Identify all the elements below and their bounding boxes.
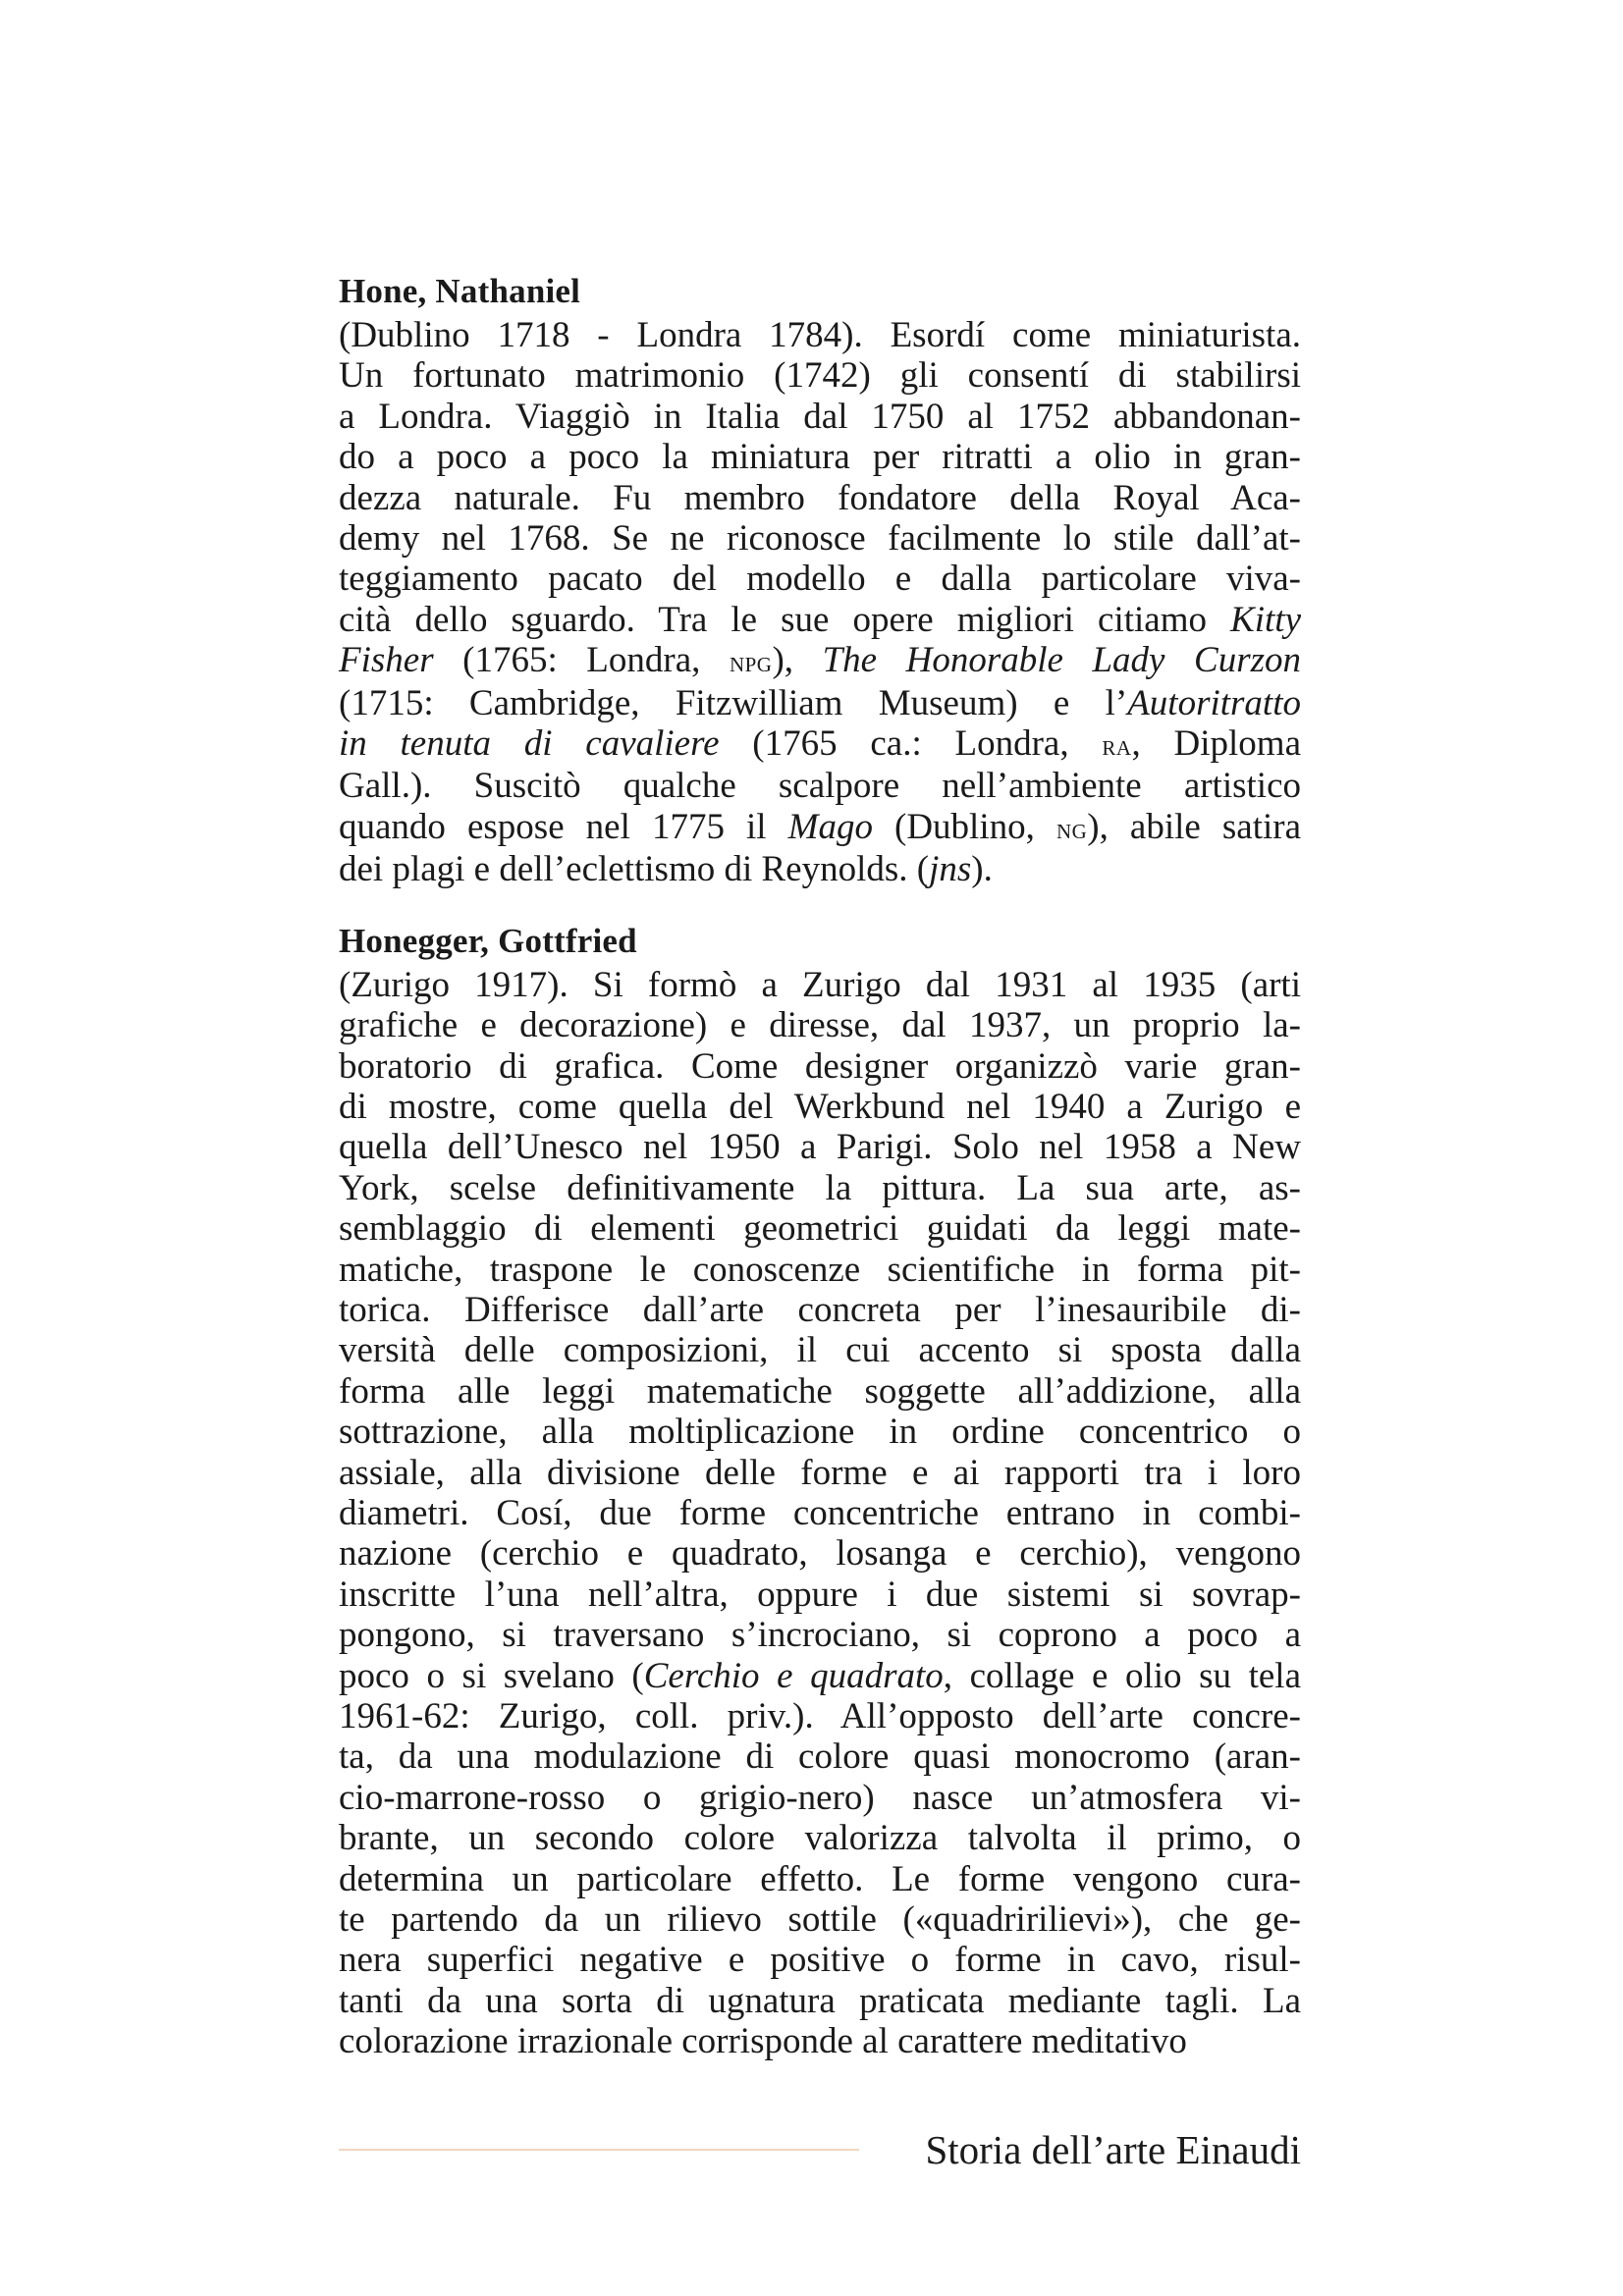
text-line bbox=[339, 1127, 1301, 1167]
text-line bbox=[339, 1330, 1301, 1370]
text-run: torica. Differisce dall’arte concreta per l’inesauribile di- bbox=[339, 1289, 1301, 1330]
text-line bbox=[339, 397, 1301, 437]
text-run: (Dublino, bbox=[872, 806, 1056, 847]
text-run: (1765 ca.: Londra, bbox=[719, 723, 1103, 765]
text-run: cio-marrone-rosso o grigio-nero) nasce un’atmosfera vi- bbox=[339, 1777, 1301, 1818]
text-line bbox=[339, 1290, 1301, 1330]
italic-text: in tenuta di cavaliere bbox=[339, 723, 720, 765]
text-line bbox=[339, 1005, 1301, 1045]
italic-text: Kitty bbox=[1230, 599, 1301, 640]
entry-hone bbox=[339, 270, 1301, 890]
text-line bbox=[339, 1453, 1301, 1493]
text-line bbox=[339, 640, 1301, 682]
footer-title: Storia dell’arte Einaudi bbox=[925, 2127, 1301, 2172]
text-run: ), abile satira bbox=[1087, 806, 1301, 847]
text-run: te partendo da un rilievo sottile («quadririlievi»), che ge- bbox=[339, 1899, 1301, 1941]
text-line bbox=[339, 1412, 1301, 1452]
text-line bbox=[339, 1371, 1301, 1412]
text-run: matiche, traspone le conoscenze scientifiche in forma pit- bbox=[339, 1249, 1301, 1290]
entry-title: Honegger, Gottfried bbox=[339, 921, 637, 960]
text-line bbox=[339, 1696, 1301, 1736]
text-line bbox=[339, 437, 1301, 477]
small-caps-text: ng bbox=[1055, 811, 1088, 845]
text-run: ta, da una modulazione di colore quasi monocromo (aran- bbox=[339, 1736, 1301, 1778]
italic-text: The Honorable Lady Curzon bbox=[822, 640, 1301, 681]
text-line bbox=[339, 1533, 1301, 1574]
text-run: diametri. Cosí, due forme concentriche entrano in combi- bbox=[339, 1492, 1301, 1533]
text-line bbox=[339, 559, 1301, 599]
footer-rule bbox=[339, 2149, 859, 2151]
text-run: forma alle leggi matematiche soggette all’addizione, alla bbox=[339, 1370, 1301, 1412]
text-line bbox=[339, 1493, 1301, 1533]
text-run: versità delle composizioni, il cui accento si sposta dalla bbox=[339, 1330, 1301, 1371]
text-line bbox=[339, 1168, 1301, 1208]
text-run: tanti da una sorta di ugnatura praticata mediante tagli. La bbox=[339, 1980, 1301, 2021]
text-line bbox=[339, 1981, 1301, 2021]
text-run: colorazione irrazionale corrisponde al carattere meditativo bbox=[339, 2021, 1187, 2062]
text-run: quando espose nel 1775 il bbox=[339, 806, 788, 847]
text-line bbox=[339, 766, 1301, 806]
small-caps-text: npg bbox=[729, 645, 773, 679]
text-line bbox=[339, 1940, 1301, 1980]
text-run: (1765: Londra, bbox=[433, 640, 730, 681]
text-run: di mostre, come quella del Werkbund nel 1940 a Zurigo e bbox=[339, 1086, 1301, 1127]
text-run: assiale, alla divisione delle forme e ai rapporti tra i loro bbox=[339, 1452, 1301, 1493]
text-line bbox=[339, 478, 1301, 518]
text-run: (1715: Cambridge, Fitzwilliam Museum) e l’ bbox=[339, 682, 1128, 723]
text-run: inscritte l’una nell’altra, oppure i due sistemi si sovrap- bbox=[339, 1574, 1301, 1615]
text-run: nera superfici negative e positive o forme in cavo, risul- bbox=[339, 1940, 1301, 1981]
italic-text: Autoritratto bbox=[1127, 682, 1301, 723]
entry-honegger bbox=[339, 920, 1301, 2062]
text-run: ). bbox=[971, 849, 993, 890]
text-run: 1961-62: Zurigo, coll. priv.). All’opposto dell’arte concre- bbox=[339, 1696, 1301, 1736]
text-run: dei plagi e dell’eclettismo di Reynolds. ( bbox=[339, 849, 930, 890]
text-run: a Londra. Viaggiò in Italia dal 1750 al 1752 abbandonan- bbox=[339, 396, 1301, 437]
text-line bbox=[339, 1575, 1301, 1615]
text-line bbox=[339, 807, 1301, 849]
italic-text: Mago bbox=[787, 806, 873, 847]
entry-body bbox=[339, 315, 1301, 890]
entry-title: Hone, Nathaniel bbox=[339, 272, 581, 310]
text-run: ), bbox=[772, 640, 823, 681]
text-line bbox=[339, 1818, 1301, 1858]
text-run: poco o si svelano ( bbox=[339, 1655, 644, 1696]
text-line bbox=[339, 683, 1301, 723]
italic-text: Cerchio e quadrato bbox=[643, 1655, 944, 1696]
text-line bbox=[339, 1046, 1301, 1087]
text-run: dezza naturale. Fu membro fondatore della Royal Aca- bbox=[339, 477, 1301, 518]
text-run: (Dublino 1718 - Londra 1784). Esordí come miniaturista. bbox=[339, 315, 1301, 355]
text-run: demy nel 1768. Se ne riconosce facilmente lo stile dall’at- bbox=[339, 518, 1301, 560]
page-content bbox=[339, 270, 1301, 2092]
text-line bbox=[339, 1736, 1301, 1777]
text-run: Gall.). Suscitò qualche scalpore nell’ambiente artistico bbox=[339, 766, 1301, 807]
text-run: , Diploma bbox=[1131, 723, 1302, 765]
text-line bbox=[339, 315, 1301, 355]
text-run: York, scelse definitivamente la pittura. La sua arte, as- bbox=[339, 1167, 1301, 1208]
text-line bbox=[339, 849, 1301, 889]
text-line bbox=[339, 2021, 1301, 2061]
text-run: Un fortunato matrimonio (1742) gli consentí di stabilirsi bbox=[339, 355, 1301, 397]
text-line bbox=[339, 1087, 1301, 1127]
text-line bbox=[339, 355, 1301, 396]
text-run: pongono, si traversano s’incrociano, si coprono a poco a bbox=[339, 1615, 1301, 1656]
text-line bbox=[339, 723, 1301, 766]
text-run: brante, un secondo colore valorizza talvolta il primo, o bbox=[339, 1818, 1301, 1859]
text-run: (Zurigo 1917). Si formò a Zurigo dal 1931 al 1935 (arti bbox=[339, 964, 1301, 1005]
text-line bbox=[339, 965, 1301, 1005]
text-run: semblaggio di elementi geometrici guidati da leggi mate- bbox=[339, 1208, 1301, 1250]
text-line bbox=[339, 1778, 1301, 1818]
text-run: sottrazione, alla moltiplicazione in ordine concentrico o bbox=[339, 1412, 1301, 1453]
text-run: do a poco a poco la miniatura per ritratti a olio in gran- bbox=[339, 437, 1301, 478]
text-line bbox=[339, 1656, 1301, 1696]
text-line bbox=[339, 1899, 1301, 1940]
text-run: nazione (cerchio e quadrato, losanga e cerchio), vengono bbox=[339, 1533, 1301, 1575]
text-line bbox=[339, 518, 1301, 559]
text-run: , collage e olio su tela bbox=[943, 1655, 1301, 1696]
text-run: cità dello sguardo. Tra le sue opere migliori citiamo bbox=[339, 599, 1231, 640]
text-line bbox=[339, 1859, 1301, 1899]
text-line bbox=[339, 1208, 1301, 1249]
page-footer bbox=[339, 2128, 1301, 2177]
entry-body bbox=[339, 965, 1301, 2062]
text-line bbox=[339, 1250, 1301, 1290]
italic-text: jns bbox=[929, 849, 972, 890]
text-run: determina un particolare effetto. Le forme vengono cura- bbox=[339, 1858, 1301, 1899]
text-run: boratorio di grafica. Come designer organizzò varie gran- bbox=[339, 1045, 1301, 1087]
italic-text: Fisher bbox=[339, 640, 434, 681]
text-line bbox=[339, 1615, 1301, 1655]
text-line bbox=[339, 600, 1301, 640]
text-run: grafiche e decorazione) e diresse, dal 1937, un proprio la- bbox=[339, 1005, 1301, 1046]
text-run: quella dell’Unesco nel 1950 a Parigi. Solo nel 1958 a New bbox=[339, 1127, 1301, 1168]
text-run: teggiamento pacato del modello e dalla particolare viva- bbox=[339, 559, 1301, 600]
small-caps-text: ra bbox=[1102, 728, 1132, 763]
